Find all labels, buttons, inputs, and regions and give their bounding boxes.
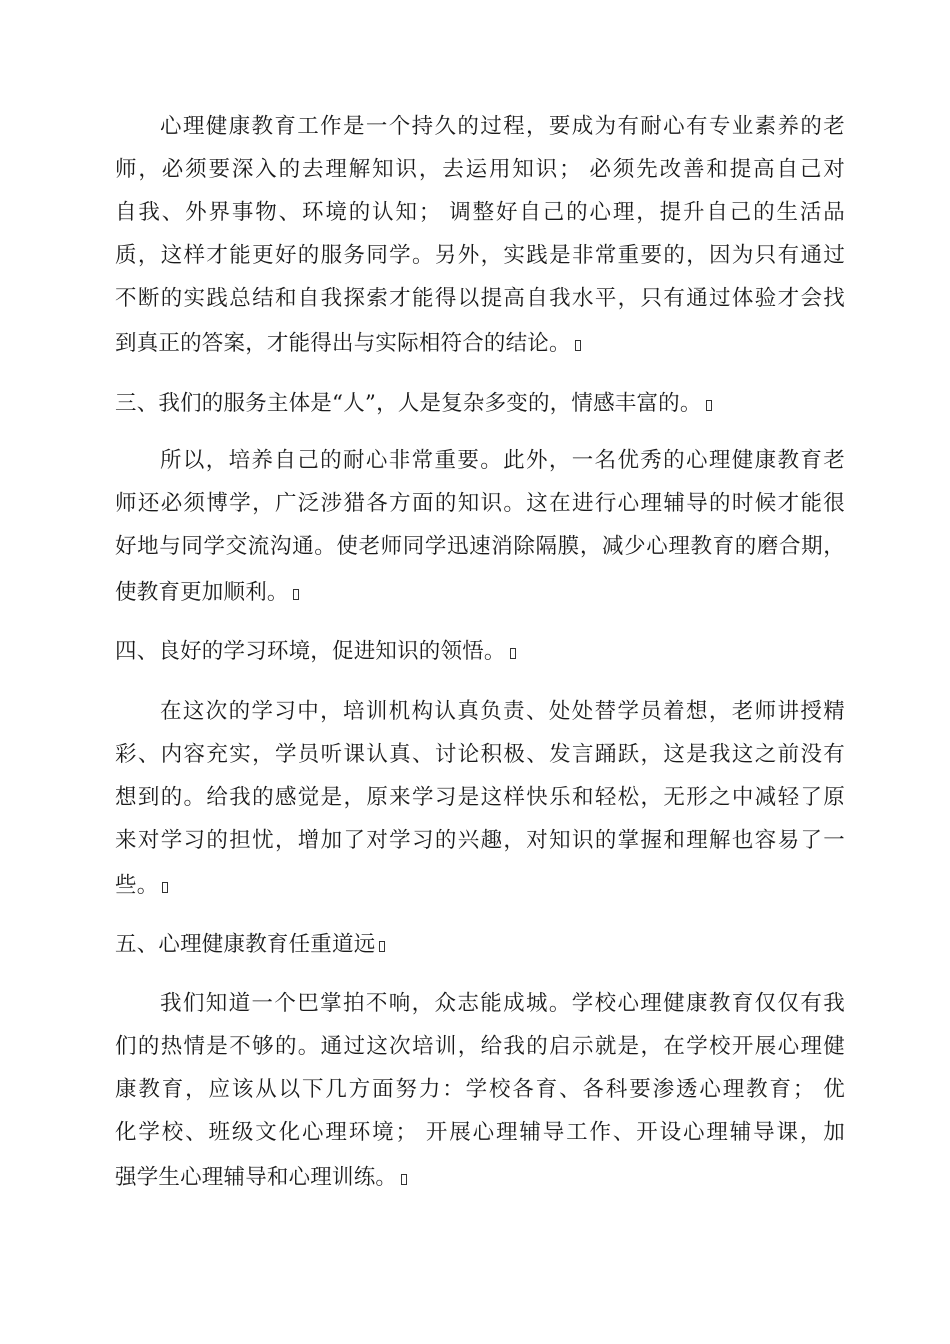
line-text: 不断的实践总结和自我探索才能得以提高自我水平，只有通过体验才会找 xyxy=(115,286,845,311)
text-line xyxy=(115,1075,845,1105)
text-line xyxy=(115,489,845,519)
text-line xyxy=(115,578,845,608)
text-line xyxy=(115,1032,845,1062)
line-text: 到真正的答案，才能得出与实际相符合的结论。 xyxy=(115,331,571,356)
line-text: 来对学习的担忧，增加了对学习的兴趣，对知识的掌握和理解也容易了一 xyxy=(115,828,845,853)
paragraph-mark-icon xyxy=(575,340,581,351)
line-text: 五、心理健康教育任重道远 xyxy=(115,932,376,957)
text-line xyxy=(160,446,845,476)
paragraph-mark-icon xyxy=(379,941,385,952)
text-line xyxy=(115,1163,845,1193)
text-line xyxy=(115,783,845,813)
paragraph-mark-icon xyxy=(401,1174,407,1185)
line-text: 师还必须博学，广泛涉猎各方面的知识。这在进行心理辅导的时候才能很 xyxy=(115,491,845,516)
text-line xyxy=(115,1118,845,1148)
text-line xyxy=(115,198,845,228)
text-line xyxy=(115,155,845,185)
section-heading-5 xyxy=(115,930,845,960)
paragraph-mark-icon xyxy=(510,648,516,659)
text-line xyxy=(115,871,845,901)
text-line xyxy=(115,241,845,271)
paragraph-mark-icon xyxy=(706,400,712,411)
line-text: 师，必须要深入的去理解知识，去运用知识； 必须先改善和提高自己对 xyxy=(115,157,845,182)
paragraph-mark-icon xyxy=(293,589,299,600)
text-line xyxy=(160,989,845,1019)
text-line xyxy=(115,329,845,359)
line-text: 些。 xyxy=(115,873,159,898)
line-text: 自我、外界事物、环境的认知； 调整好自己的心理，提升自己的生活品 xyxy=(115,200,845,225)
line-text: 四、良好的学习环境，促进知识的领悟。 xyxy=(115,639,506,664)
line-text: 好地与同学交流沟通。使老师同学迅速消除隔膜，减少心理教育的磨合期， xyxy=(115,534,845,559)
line-text: 彩、内容充实，学员听课认真、讨论积极、发言踊跃，这是我这之前没有 xyxy=(115,742,845,767)
line-text: 康教育，应该从以下几方面努力：学校各育、各科要渗透心理教育； 优 xyxy=(115,1077,845,1102)
paragraph-mark-icon xyxy=(162,882,168,893)
line-text: 化学校、班级文化心理环境； 开展心理辅导工作、开设心理辅导课，加 xyxy=(115,1120,845,1145)
line-text: 我们知道一个巴掌拍不响，众志能成城。学校心理健康教育仅仅有我 xyxy=(160,991,845,1016)
section-heading-3 xyxy=(115,389,845,419)
line-text: 在这次的学习中，培训机构认真负责、处处替学员着想，老师讲授精 xyxy=(160,699,845,724)
line-text: 质，这样才能更好的服务同学。另外，实践是非常重要的，因为只有通过 xyxy=(115,243,845,268)
line-text: 使教育更加顺利。 xyxy=(115,580,289,605)
text-line xyxy=(115,284,845,314)
text-line xyxy=(160,697,845,727)
line-text: 们的热情是不够的。通过这次培训，给我的启示就是，在学校开展心理健 xyxy=(115,1034,845,1059)
line-text: 三、我们的服务主体是“人”，人是复杂多变的，情感丰富的。 xyxy=(115,391,702,416)
line-text: 所以，培养自己的耐心非常重要。此外，一名优秀的心理健康教育老 xyxy=(160,448,845,473)
text-line xyxy=(115,532,845,562)
text-line xyxy=(115,740,845,770)
line-text: 强学生心理辅导和心理训练。 xyxy=(115,1165,398,1190)
section-heading-4 xyxy=(115,637,845,667)
text-line xyxy=(160,112,845,142)
line-text: 心理健康教育工作是一个持久的过程，要成为有耐心有专业素养的老 xyxy=(160,114,845,139)
line-text: 想到的。给我的感觉是，原来学习是这样快乐和轻松，无形之中减轻了原 xyxy=(115,785,845,810)
text-line xyxy=(115,826,845,856)
